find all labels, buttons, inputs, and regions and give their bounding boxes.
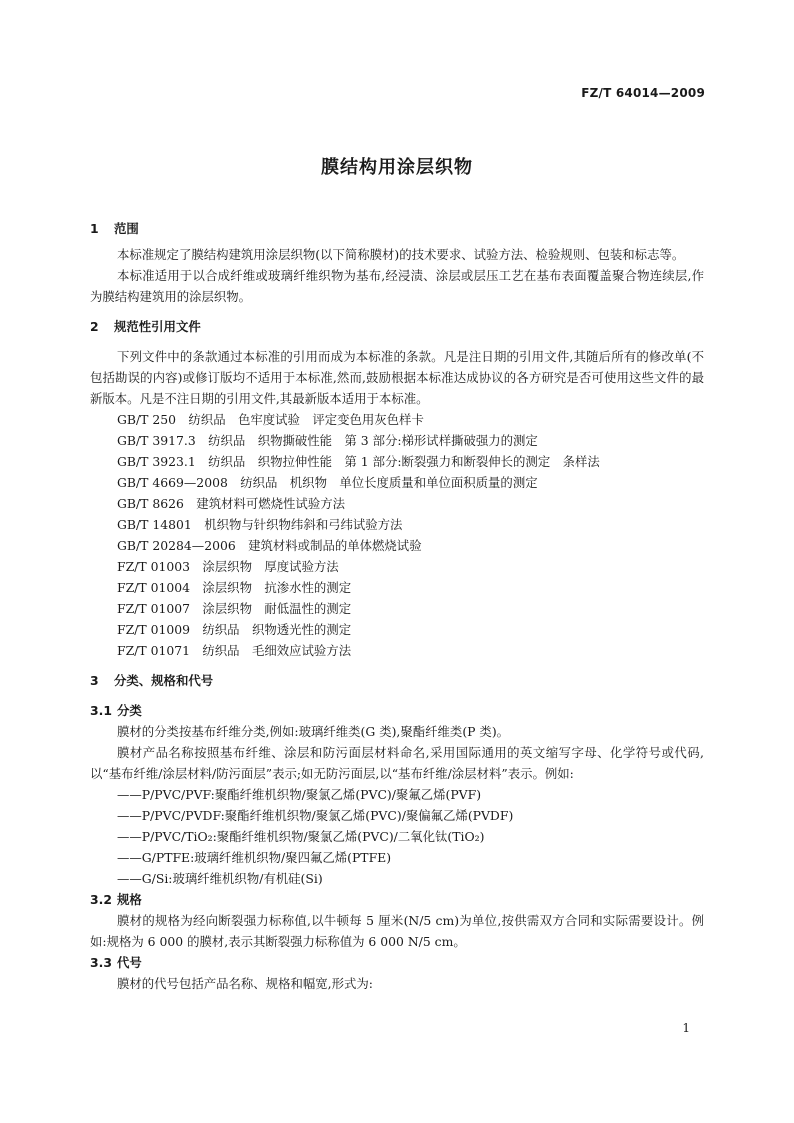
reference-item: GB/T 14801 机织物与针织物纬斜和弓纬试验方法 [117,517,403,532]
section-heading-3 [90,670,704,691]
document-code: FZ/T 64014—2009 [581,86,705,100]
reference-item: GB/T 250 纺织品 色牢度试验 评定变色用灰色样卡 [117,412,424,427]
reference-item: FZ/T 01071 纺织品 毛细效应试验方法 [117,643,352,658]
section-title: 分类、规格和代号 [114,673,214,688]
subsection-title: 分类 [117,703,142,718]
reference-item: GB/T 3923.1 纺织品 织物拉伸性能 第 1 部分:断裂强力和断裂伸长的测定 条样法 [117,454,600,469]
document-body [90,218,704,994]
subsection-heading-3-2 [90,889,704,910]
paragraph: 膜材的分类按基布纤维分类,例如:玻璃纤维类(G 类),聚酯纤维类(P 类)。 [117,724,510,739]
reference-item: FZ/T 01003 涂层织物 厚度试验方法 [117,559,339,574]
subsection-number: 3.3 [90,955,112,970]
example-item: ——P/PVC/TiO₂:聚酯纤维机织物/聚氯乙烯(PVC)/二氧化钛(TiO₂) [117,829,485,844]
section-number: 3 [90,673,99,688]
page-number: 1 [682,1021,690,1035]
reference-item: GB/T 20284—2006 建筑材料或制品的单体燃烧试验 [117,538,422,553]
example-item: ——G/PTFE:玻璃纤维机织物/聚四氟乙烯(PTFE) [117,850,392,865]
paragraph: 膜材产品名称按照基布纤维、涂层和防污面层材料命名,采用国际通用的英文缩写字母、化学符号或代码,以“基布纤维/涂层材料/防污面层”表示;如无防污面层,以“基布纤维/涂层材料”表示。例如: [90,745,704,781]
example-item: ——P/PVC/PVF:聚酯纤维机织物/聚氯乙烯(PVC)/聚氟乙烯(PVF) [117,787,482,802]
reference-item: GB/T 4669—2008 纺织品 机织物 单位长度质量和单位面积质量的测定 [117,475,538,490]
section-number: 1 [90,221,99,236]
subsection-heading-3-3 [90,952,704,973]
paragraph: 本标准规定了膜结构建筑用涂层织物(以下简称膜材)的技术要求、试验方法、检验规则、包装和标志等。 [117,247,685,262]
subsection-title: 代号 [117,955,142,970]
subsection-heading-3-1 [90,700,704,721]
subsection-title: 规格 [117,892,142,907]
reference-item: FZ/T 01009 纺织品 织物透光性的测定 [117,622,352,637]
subsection-number: 3.1 [90,703,112,718]
reference-item: FZ/T 01004 涂层织物 抗渗水性的测定 [117,580,352,595]
section-heading-2 [90,316,704,337]
paragraph: 下列文件中的条款通过本标准的引用而成为本标准的条款。凡是注日期的引用文件,其随后所有的修改单(不包括勘误的内容)或修订版均不适用于本标准,然而,鼓励根据本标准达成协议的各方研究是否可使用这些文件的最新版本。凡是不注日期的引用文件,其最新版本适用于本标准。 [90,349,704,406]
example-item: ——G/Si:玻璃纤维机织物/有机硅(Si) [117,871,323,886]
document-title: 膜结构用涂层织物 [321,157,473,178]
reference-item: FZ/T 01007 涂层织物 耐低温性的测定 [117,601,352,616]
section-heading-1 [90,218,704,239]
paragraph: 膜材的规格为经向断裂强力标称值,以牛顿每 5 厘米(N/5 cm)为单位,按供需双方合同和实际需要设计。例如:规格为 6 000 的膜材,表示其断裂强力标称值为 6 000 N/5 cm。 [90,913,704,949]
section-title: 规范性引用文件 [114,319,201,334]
reference-item: GB/T 8626 建筑材料可燃烧性试验方法 [117,496,345,511]
paragraph: 膜材的代号包括产品名称、规格和幅宽,形式为: [117,976,373,991]
example-item: ——P/PVC/PVDF:聚酯纤维机织物/聚氯乙烯(PVC)/聚偏氟乙烯(PVDF) [117,808,514,823]
section-number: 2 [90,319,99,334]
section-title: 范围 [114,221,139,236]
paragraph: 本标准适用于以合成纤维或玻璃纤维织物为基布,经浸渍、涂层或层压工艺在基布表面覆盖聚合物连续层,作为膜结构建筑用的涂层织物。 [90,268,704,304]
subsection-number: 3.2 [90,892,112,907]
reference-item: GB/T 3917.3 纺织品 织物撕破性能 第 3 部分:梯形试样撕破强力的测定 [117,433,538,448]
